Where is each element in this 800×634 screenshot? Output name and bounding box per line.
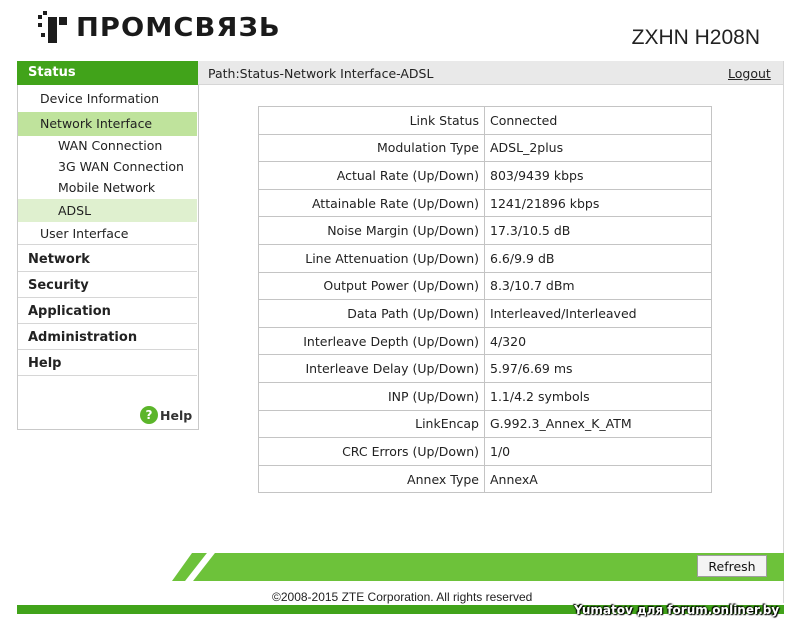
table-row	[259, 327, 712, 355]
row-label: Modulation Type	[259, 134, 485, 162]
help-label[interactable]: Help	[160, 407, 193, 423]
table-row	[259, 162, 712, 190]
sidebar-title-status[interactable]: Status	[17, 61, 198, 85]
watermark-text: Yumatov для forum.onliner.by	[574, 603, 780, 617]
row-value: 6.6/9.9 dB	[485, 244, 712, 272]
table-row	[259, 134, 712, 162]
row-value: AnnexA	[485, 465, 712, 493]
row-label: Interleave Delay (Up/Down)	[259, 355, 485, 383]
row-value: 17.3/10.5 dB	[485, 217, 712, 245]
table-row	[259, 217, 712, 245]
sidebar-item-adsl[interactable]: ADSL	[18, 199, 197, 222]
refresh-button[interactable]: Refresh	[697, 555, 767, 577]
content-border	[783, 61, 784, 603]
row-value: Connected	[485, 107, 712, 135]
device-model: ZXHN H208N	[631, 26, 760, 49]
row-label: Data Path (Up/Down)	[259, 300, 485, 328]
sidebar-item-device-information[interactable]: Device Information	[40, 91, 160, 106]
row-label: Interleave Depth (Up/Down)	[259, 327, 485, 355]
sidebar-category-application[interactable]: Application	[18, 299, 197, 324]
sidebar-item-network-interface[interactable]: Network Interface	[18, 112, 197, 136]
row-label: Actual Rate (Up/Down)	[259, 162, 485, 190]
sidebar-item-3g-wan-connection[interactable]: 3G WAN Connection	[58, 159, 184, 174]
table-row	[259, 189, 712, 217]
table-row	[259, 244, 712, 272]
sidebar-item-wan-connection[interactable]: WAN Connection	[58, 138, 163, 153]
row-value: G.992.3_Annex_K_ATM	[485, 410, 712, 438]
sidebar-category-network[interactable]: Network	[18, 247, 197, 272]
row-value: 4/320	[485, 327, 712, 355]
brand-logo	[38, 8, 281, 48]
row-value: 5.97/6.69 ms	[485, 355, 712, 383]
row-label: LinkEncap	[259, 410, 485, 438]
sidebar-item-mobile-network[interactable]: Mobile Network	[58, 180, 156, 195]
table-row	[259, 355, 712, 383]
sidebar-category-help[interactable]: Help	[18, 351, 197, 376]
row-label: Annex Type	[259, 465, 485, 493]
sidebar-category-administration[interactable]: Administration	[18, 325, 197, 350]
help-link[interactable]	[140, 406, 192, 424]
adsl-status-table	[258, 106, 712, 493]
footer-bar	[172, 553, 784, 581]
row-label: Noise Margin (Up/Down)	[259, 217, 485, 245]
row-value: 1.1/4.2 symbols	[485, 382, 712, 410]
row-value: 8.3/10.7 dBm	[485, 272, 712, 300]
table-row	[259, 300, 712, 328]
copyright-text: ©2008-2015 ZTE Corporation. All rights reserved	[272, 590, 533, 604]
logo-mark-icon	[38, 11, 70, 45]
sidebar-item-user-interface[interactable]: User Interface	[18, 223, 197, 245]
table-row	[259, 272, 712, 300]
row-value: 1241/21896 kbps	[485, 189, 712, 217]
row-label: Output Power (Up/Down)	[259, 272, 485, 300]
row-label: Link Status	[259, 107, 485, 135]
row-value: 803/9439 kbps	[485, 162, 712, 190]
breadcrumb: Path:Status-Network Interface-ADSL	[208, 66, 434, 81]
row-value: 1/0	[485, 438, 712, 466]
table-row	[259, 107, 712, 135]
row-label: CRC Errors (Up/Down)	[259, 438, 485, 466]
help-icon[interactable]: ?	[140, 406, 158, 424]
sidebar-category-security[interactable]: Security	[18, 273, 197, 298]
logout-link[interactable]: Logout	[728, 66, 771, 81]
table-row	[259, 382, 712, 410]
table-row	[259, 410, 712, 438]
row-value: Interleaved/Interleaved	[485, 300, 712, 328]
table-row	[259, 465, 712, 493]
logo-text: ПРОМСВЯЗЬ	[76, 13, 281, 43]
row-label: Line Attenuation (Up/Down)	[259, 244, 485, 272]
row-label: Attainable Rate (Up/Down)	[259, 189, 485, 217]
row-label: INP (Up/Down)	[259, 382, 485, 410]
row-value: ADSL_2plus	[485, 134, 712, 162]
table-row	[259, 438, 712, 466]
